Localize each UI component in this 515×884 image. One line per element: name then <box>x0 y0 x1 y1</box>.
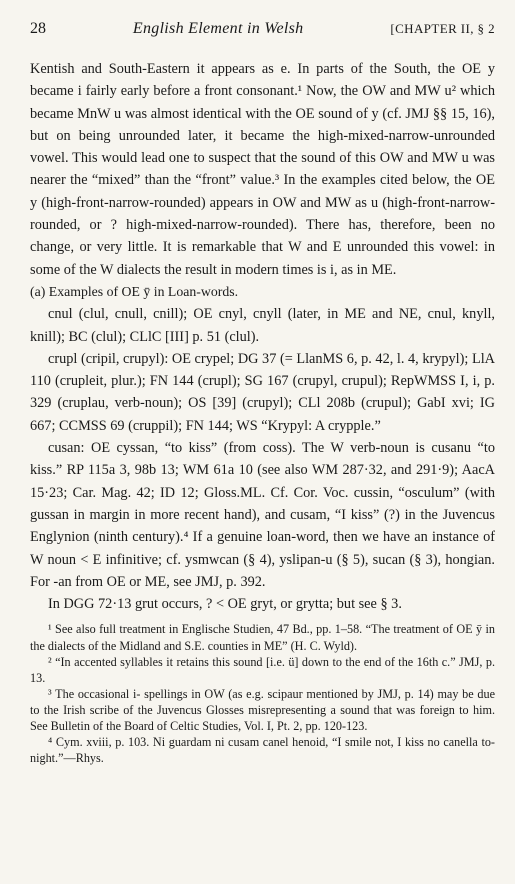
footnote-2: ² “In accented syllables it retains this sound [i.e. ü] down to the end of the 16th c.” JMJ, p. 13. <box>30 654 495 685</box>
paragraph-1: Kentish and South-Eastern it appears as e. In parts of the South, the OE y became i fairly early before a front consonant.¹ Now, the OW and MW u² which became MnW u was almost identical with the OE sound of y (cf. JMJ §§ 15, 16), but on being unrounded later, it became the high-mixed-narrow-unrounded vowel. This would lead one to suspect that the sound of this OW and MW u was nearer the “mixed” than the “front” value.³ In the examples cited below, the OE y (high-front-narrow-rounded) appears in OW and MW as u (high-front-narrow-rounded, or ? high-mixed-narrow-rounded). There has, therefore, been no change, or very little. It is remarkable that W and E unrounded this vowel: in some of the W dialects the result in modern times is i, as in ME. <box>30 61 495 278</box>
entry-grut: In DGG 72·13 grut occurs, ? < OE gryt, or grytta; but see § 3. <box>48 596 402 613</box>
footnote-3: ³ The occasional i- spellings in OW (as e.g. scipaur mentioned by JMJ, p. 14) may be due to the Irish scribe of the Juvencus Glosses misrepresenting a sound that was foreign to him. See Bulletin of the Board of Celtic Studies, Vol. I, Pt. 2, pp. 120-123. <box>30 686 495 733</box>
footnotes <box>30 621 495 766</box>
main-text <box>30 58 495 615</box>
running-header <box>30 20 495 44</box>
section-heading: (a) Examples of OE ȳ in Loan-words. <box>30 283 239 299</box>
entry-cusan: cusan: OE cyssan, “to kiss” (from coss). The W verb-noun is cusanu “to kiss.” RP 115a 3, 98b 13; WM 61a 10 (see also WM 287·32, and 291·9); AacA 15·23; Car. Mag. 42; ID 12; Gloss.ML. Cf. Cor. Voc. cussin, “osculum” (with gussan in margin in more recent hand), and cusam, “I kiss” (?) in the Juvencus Englynion (ninth century).⁴ If a genuine loan-word, then we have an instance of W noun < E infinitive; cf. ysmwcan (§ 4), yslipan-u (§ 5), sucan (§ 3), hongian. For -an from OE or ME, see JMJ, p. 392. <box>30 440 495 590</box>
running-title: English Element in Welsh <box>132 20 304 37</box>
chapter-reference: [CHAPTER II, § 2 <box>390 21 495 36</box>
footnote-1: ¹ See also full treatment in Englische Studien, 47 Bd., pp. 1–58. “The treatment of OE ȳ in the dialects of the Midland and S.E. counties in ME” (H. C. Wyld). <box>30 622 495 653</box>
footnote-4: ⁴ Cym. xviii, p. 103. Ni guardam ni cusam canel henoid, “I smile not, I kiss no canella to-night.”—Rhys. <box>30 735 495 766</box>
entry-crupl: crupl (cripil, crupyl): OE crypel; DG 37 (= LlanMS 6, p. 42, l. 4, krypyl); LlA 110 (crupleit, plur.); FN 144 (crupl); SG 167 (crupyl, crupul); RepWMSS I, i, p. 329 (cruplau, verb-noun); OS [39] (crupyl); CLl 208b (crupul); GabI xvi; IG 667; CCMSS 69 (cruppil); FN 144; WS “Krypyl: A crypple.” <box>30 350 495 434</box>
page-number: 28 <box>30 20 46 37</box>
entry-cnul: cnul (clul, cnull, cnill); OE cnyl, cnyll (later, in ME and NE, cnul, knyll, knill); BC (clul); CLlC [III] p. 51 (clul). <box>30 306 495 345</box>
